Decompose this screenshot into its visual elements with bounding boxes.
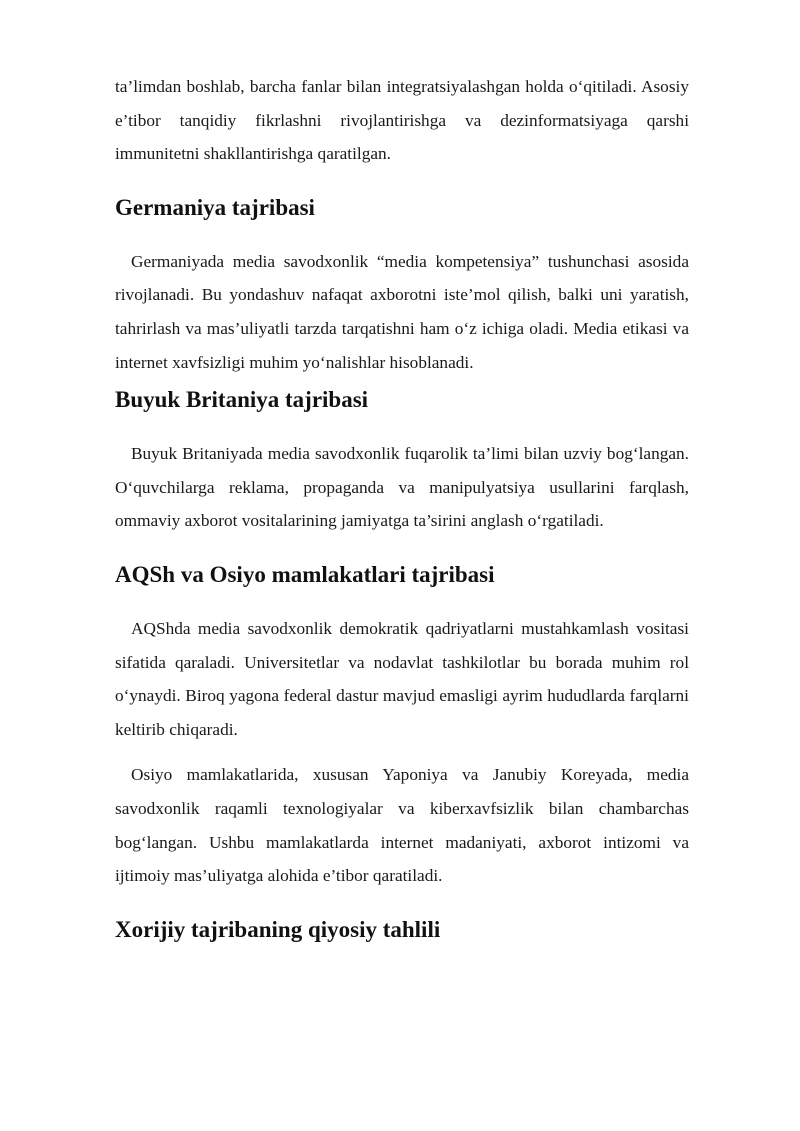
section-heading-usa-asia: AQSh va Osiyo mamlakatlari tajribasi <box>115 561 495 587</box>
uk-paragraph: Buyuk Britaniyada media savodxonlik fuqarolik ta’limi bilan uzviy bog‘langan. O‘quvchilarga reklama, propaganda va manipulyatsiya usullarini farqlash, ommaviy axborot vositalarining jamiyatga ta’sirini anglash o‘rgatiladi. <box>115 444 689 531</box>
asia-paragraph: Osiyo mamlakatlarida, xususan Yaponiya va Janubiy Koreyada, media savodxonlik raqamli texnologiyalar va kiberxavfsizlik bilan chambarchas bog‘langan. Ushbu mamlakatlarda internet madaniyati, axborot intizomi va ijtimoiy mas’uliyatga alohida e’tibor qaratiladi. <box>115 765 689 886</box>
germany-paragraph: Germaniyada media savodxonlik “media kompetensiya” tushunchasi asosida rivojlanadi. Bu yondashuv nafaqat axborotni iste’mol qilish, balki uni yaratish, tahrirlash va mas’uliyatli tarzda tarqatishni ham o‘z ichiga oladi. Media etikasi va internet xavfsizligi muhim yo‘nalishlar hisoblanadi. <box>115 251 689 372</box>
document-page <box>115 70 689 945</box>
section-heading-germany: Germaniya tajribasi <box>115 194 315 220</box>
section-heading-uk: Buyuk Britaniya tajribasi <box>115 387 369 413</box>
section-heading-comparative-analysis: Xorijiy tajribaning qiyosiy tahlili <box>115 916 441 942</box>
usa-paragraph: AQShda media savodxonlik demokratik qadriyatlarni mustahkamlash vositasi sifatida qaraladi. Universitetlar va nodavlat tashkilotlar bu borada muhim rol o‘ynaydi. Biroq yagona federal dastur mavjud emasligi ayrim hududlarda farqlarni keltirib chiqaradi. <box>115 618 689 739</box>
intro-paragraph: ta’limdan boshlab, barcha fanlar bilan integratsiyalashgan holda o‘qitiladi. Asosiy e’tibor tanqidiy fikrlashni rivojlantirishga va dezinformatsiyaga qarshi immunitetni shakllantirishga qaratilgan. <box>115 77 689 164</box>
